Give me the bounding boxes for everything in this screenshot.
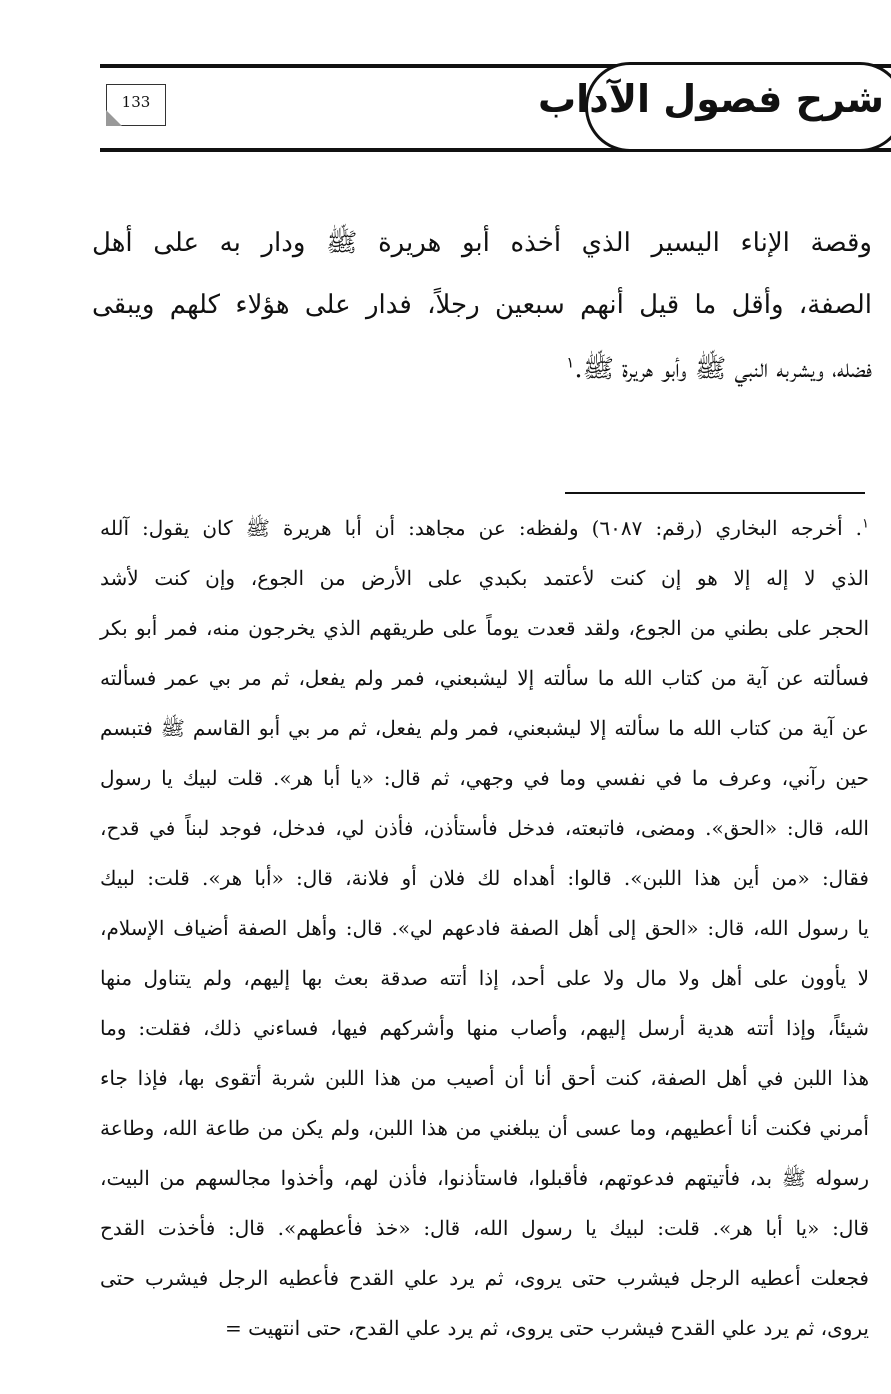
main-line-last bbox=[566, 352, 872, 390]
footnote-line: قال: «يا أبا هر». قلت: لبيك يا رسول الله، قال: «خذ فأعطهم». قال: فأخذت القدح bbox=[100, 1216, 870, 1240]
footnote-line: يروى، ثم يرد علي القدح فيشرب حتى يروى، ثم يرد علي القدح، حتى انتهيت = bbox=[224, 1316, 869, 1340]
footnote-line-text: . أخرجه البخاري (رقم: ٦٠٨٧) ولفظه: عن مجاهد: أن أبا هريرة ﷺ كان يقول: آلله bbox=[100, 516, 863, 540]
footnote-line: أمرني فكنت أنا أعطيهم، وما عسى أن يبلغني من هذا اللبن، ولم يكن من طاعة الله، وطاعة bbox=[100, 1116, 869, 1140]
footnote-line: شيئاً، وإذا أتته هدية أرسل إليهم، وأصاب منها وأشركهم فيها، فساءني ذلك، فقلت: وما bbox=[100, 1016, 869, 1040]
title-tab bbox=[537, 62, 891, 152]
footnote-line: رسوله ﷺ بد، فأتيتهم فدعوتهم، فأقبلوا، فاستأذنوا، فأذن لهم، وأخذوا مجالسهم من البيت، bbox=[100, 1166, 869, 1190]
footnote-line: هذا اللبن في أهل الصفة، كنت أحق أنا أن أصيب من هذا اللبن شربة أتقوى بها، فإذا جاء bbox=[100, 1066, 869, 1090]
footnote-line: فسألته عن آية من كتاب الله ما سألته إلا ليشبعني، فمر ولم يفعل، ثم مر بي عمر فسألته bbox=[100, 666, 869, 690]
footnote-marker: ١ bbox=[862, 516, 870, 532]
footnote-line: فجعلت أعطيه الرجل فيشرب حتى يروى، ثم يرد علي القدح فأعطيه الرجل فيشرب حتى bbox=[100, 1266, 869, 1290]
footnote-line: حين رآني، وعرف ما في نفسي وما في وجهي، ثم قال: «يا أبا هر». قلت لبيك يا رسول bbox=[100, 766, 869, 790]
footnote-line: الذي لا إله إلا هو إن كنت لأعتمد بكبدي على الأرض من الجوع، وإن كنت لأشد bbox=[100, 566, 869, 590]
footnote-line: لا يأوون على أهل ولا مال ولا على أحد، إذا أتته صدقة بعث بها إليهم، ولم يتناول منها bbox=[100, 966, 869, 990]
main-line-text: فضله، ويشربه النبي ﷺ وأبو هريرة ﷺ. bbox=[574, 354, 872, 384]
footnote-separator bbox=[565, 492, 865, 494]
footnote-line: فقال: «من أين هذا اللبن». قالوا: أهداه لك فلان أو فلانة، قال: «أبا هر». قلت: لبيك bbox=[100, 866, 869, 890]
page-corner-fold-icon bbox=[106, 110, 122, 126]
footnote-line bbox=[100, 516, 869, 545]
page-number: 133 bbox=[121, 93, 151, 111]
main-footnote-marker: ١ bbox=[566, 353, 575, 372]
book-title: شرح فصول الآداب bbox=[537, 77, 884, 121]
footnote-line: الله، قال: «الحق». ومضى، فاتبعته، فدخل فأستأذن، فأذن لي، فدخل، فوجد لبناً في قدح، bbox=[100, 816, 869, 840]
footnote-line: عن آية من كتاب الله ما سألته إلا ليشبعني، فمر ولم يفعل، ثم مر بي أبو القاسم ﷺ فتبسم bbox=[100, 716, 869, 740]
main-line: الصفة، وأقل ما قيل أنهم سبعين رجلاً، فدار على هؤلاء كلهم ويبقى bbox=[92, 290, 872, 320]
main-line: وقصة الإناء اليسير الذي أخذه أبو هريرة ﷺ ودار به على أهل bbox=[92, 228, 872, 258]
footnote-line: الحجر على بطني من الجوع، ولقد قعدت يوماً على طريقهم الذي يخرجون منه، فمر أبو بكر bbox=[100, 616, 869, 640]
footnote-line: يا رسول الله، قال: «الحق إلى أهل الصفة فادعهم لي». قال: وأهل الصفة أضياف الإسلام، bbox=[100, 916, 869, 940]
